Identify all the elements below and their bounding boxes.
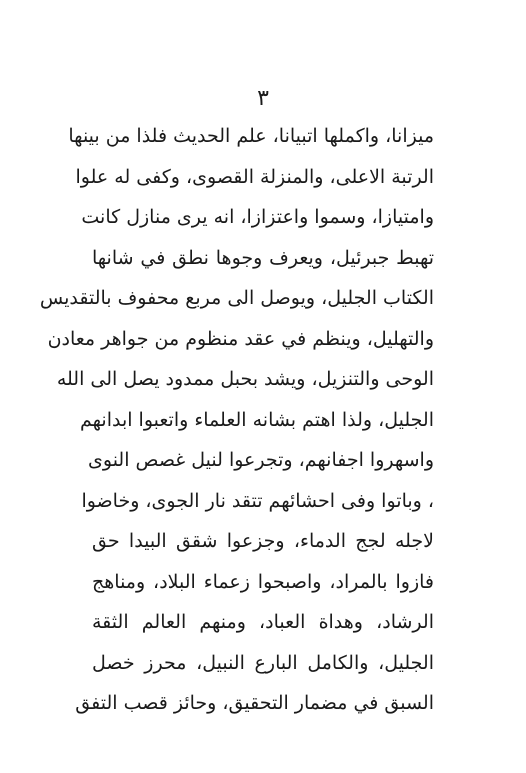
text-line: الجليل، ولذا اهتم بشانه العلماء واتعبوا ابدانهم — [80, 408, 434, 431]
body-text — [39, 116, 434, 724]
text-line: السبق في مضمار التحقيق، وحائز قصب التفق — [75, 692, 434, 714]
text-line: ، وباتوا وفى احشائهم تتقد نار الجوى، وخاضوا — [81, 489, 434, 512]
text-line: الوحى والتنزيل، ويشد بحبل ممدود يصل الى الله — [56, 368, 434, 390]
text-line: الرشاد، وهداة العباد، ومنهم العالم الثقة — [92, 611, 434, 633]
text-line: تهبط جبرئيل، ويعرف وجوها نطق في شانها — [92, 246, 434, 269]
text-line: ميزانا، واكملها اتبيانا، علم الحديث فلذا من بينها — [68, 125, 434, 147]
text-line: الكتاب الجليل، ويوصل الى مربع محفوف بالتقديس — [39, 287, 434, 309]
text-line: لاجله لجج الدماء، وجزعوا شقق البيدا حق — [92, 530, 434, 552]
text-line: واسهروا اجفانهم، وتجرعوا لنيل غصص النوى — [88, 449, 434, 471]
page-number: ٣ — [257, 86, 269, 111]
text-line: والتهليل، وينظم في عقد منظوم من جواهر معادن — [47, 327, 434, 350]
text-line: الرتبة الاعلى، والمنزلة القصوى، وكفى له علوا — [75, 165, 434, 188]
text-line: الجليل، والكامل البارع النبيل، محرز خصل — [92, 651, 434, 674]
text-line: فازوا بالمراد، واصبحوا زعماء البلاد، ومناهج — [92, 570, 434, 593]
text-line: وامتيازا، وسموا واعتزازا، انه يرى منازل كانت — [81, 206, 434, 228]
